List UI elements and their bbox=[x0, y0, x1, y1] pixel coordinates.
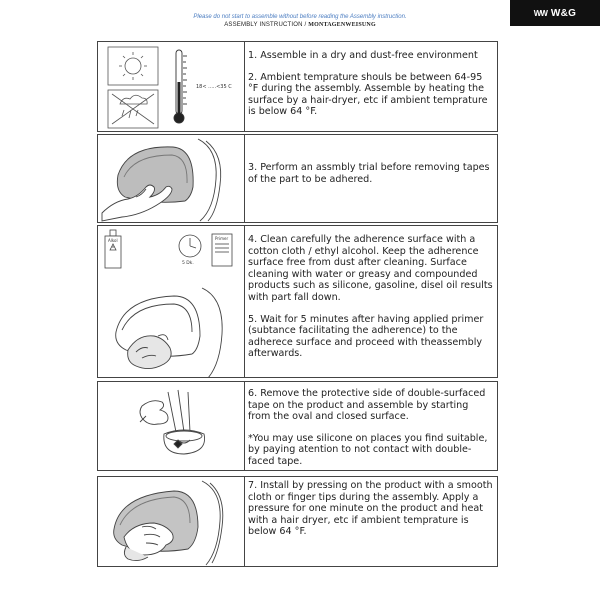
step-paragraph: 2. Ambient temprature shouls be between 64-95 °F during the assembly. Assemble by heating the surface by a hair-dryer, etc if ambient temprature is below 64 °F. bbox=[248, 71, 488, 118]
figure-cleaning bbox=[98, 226, 245, 377]
step-paragraph: *You may use silicone on places you find suitable, by paying atention to not contact with double-faced tape. bbox=[248, 432, 488, 467]
step-text-4 bbox=[248, 388, 493, 478]
thermometer-icon bbox=[174, 50, 187, 123]
step-paragraph: 6. Remove the protective side of double-surfaced tape on the product and assemble by starting from the oval and closed surface. bbox=[248, 388, 486, 423]
subtitle-en: ASSEMBLY INSTRUCTION / bbox=[224, 22, 309, 28]
header-subtitle bbox=[0, 22, 600, 28]
step-paragraph: 5. Wait for 5 minutes after having applied primer (subtance facilitating the adherence) to the adherece surface and proceed with theassembly afterwards. bbox=[248, 313, 484, 360]
brand-mark: WW bbox=[533, 8, 547, 18]
sun-icon bbox=[119, 52, 147, 80]
figure-trial-fit bbox=[98, 135, 245, 222]
bottle-label: Alkol bbox=[108, 238, 118, 243]
step-text-2 bbox=[248, 162, 493, 195]
step-text-5 bbox=[248, 480, 493, 548]
subtitle-de: MONTAGENWEISUNG bbox=[308, 22, 376, 28]
step-text-1 bbox=[248, 46, 493, 128]
brand-name: W&G bbox=[550, 7, 577, 19]
tape-peel-icon bbox=[164, 390, 205, 454]
figure-environment bbox=[98, 42, 245, 131]
instruction-row-4 bbox=[97, 381, 498, 471]
no-rain-icon bbox=[112, 94, 154, 124]
instruction-row-2 bbox=[97, 134, 498, 223]
instruction-row-1 bbox=[97, 41, 498, 132]
step-paragraph: 7. Install by pressing on the product with a smooth cloth or finger tips during the assembly. Apply a pressure for one minute on the product and heat with a hair dryer, etc if ambient temprature is below 64 °F. bbox=[248, 480, 493, 538]
figure-pressing bbox=[98, 477, 245, 566]
temperature-range-label: 18< .....<35 C bbox=[196, 84, 232, 90]
step-paragraph: 1. Assemble in a dry and dust-free environment bbox=[248, 50, 478, 61]
alcohol-bottle-icon bbox=[105, 230, 121, 268]
clock-label: 5 Dk. bbox=[182, 261, 194, 266]
step-paragraph: 4. Clean carefully the adherence surface with a cotton cloth / ethyl alcohol. Keep the adherence surface free from dust after cleaning. Surface cleaning with water or greasy and compounded products such as silicone, gasoline, disel oil results with part fall down. bbox=[248, 234, 493, 303]
step-text-3 bbox=[248, 234, 493, 370]
card-label: Primer bbox=[215, 236, 229, 241]
header-notice: Please do not start to assemble without before reading the Assembly instruction. bbox=[193, 14, 407, 20]
figure-remove-tape bbox=[98, 382, 245, 470]
instruction-row-5 bbox=[97, 476, 498, 567]
clock-icon bbox=[179, 235, 201, 257]
step-paragraph: 3. Perform an assmbly trial before removing tapes of the part to be adhered. bbox=[248, 162, 490, 185]
instruction-row-3 bbox=[97, 225, 498, 378]
hand-icon bbox=[140, 401, 168, 425]
